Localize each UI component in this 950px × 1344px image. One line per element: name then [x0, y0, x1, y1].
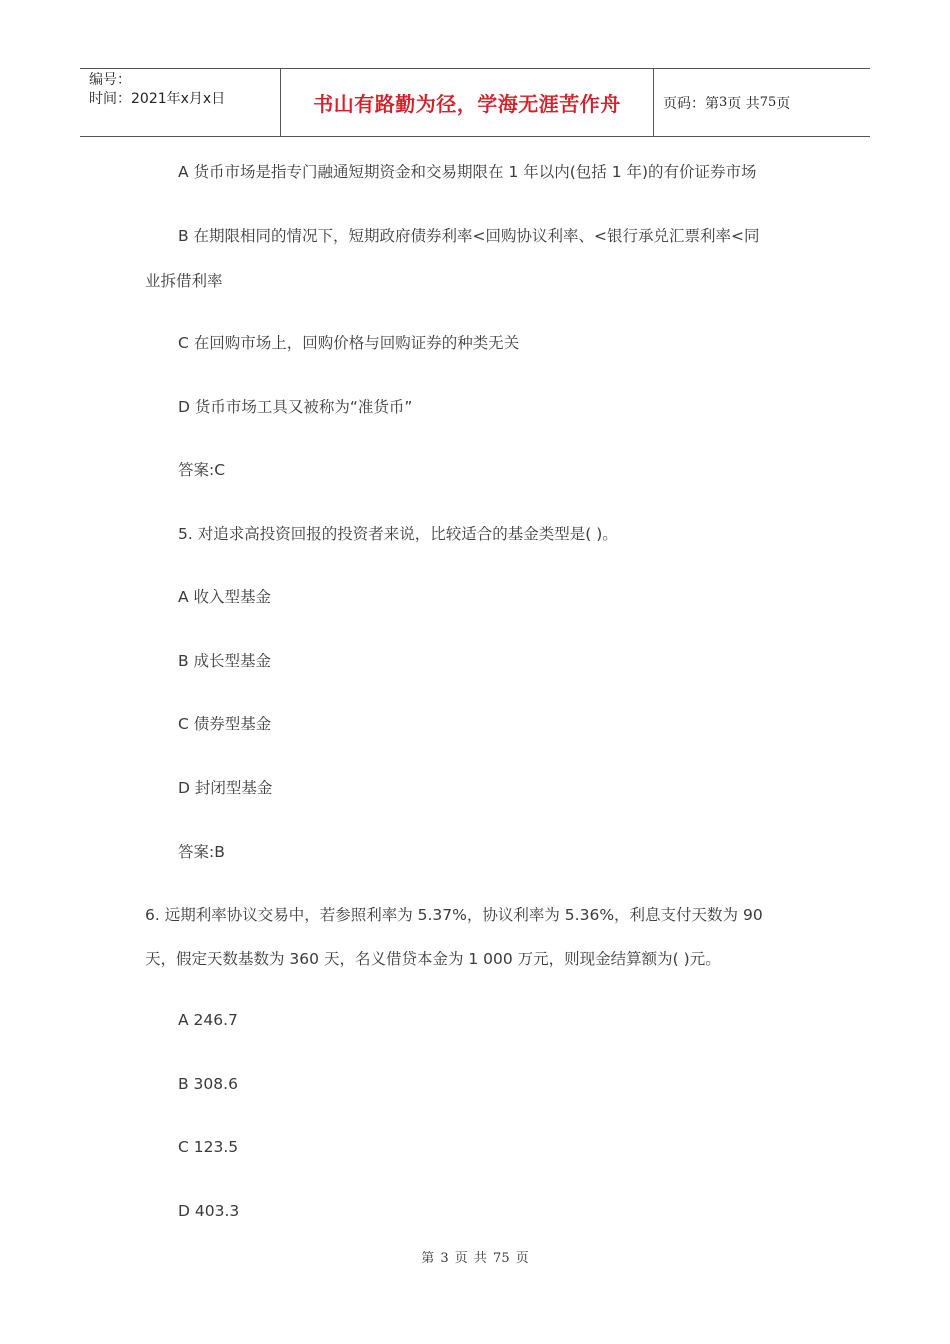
page-footer: 第 3 页 共 75 页 — [421, 1251, 529, 1266]
page-middle: 页 共 — [727, 95, 760, 112]
q5-option-c: C 债券型基金 — [178, 715, 272, 733]
q5-answer: 答案:B — [178, 843, 225, 861]
q4-option-a: A 货币市场是指专门融通短期资金和交易期限在 1 年以内(包括 1 年)的有价证券市场 — [178, 163, 757, 181]
q5-option-b: B 成长型基金 — [178, 652, 272, 670]
q6-option-a: A 246.7 — [178, 1011, 238, 1029]
q4-option-d: D 货币市场工具又被称为“准货币” — [178, 398, 413, 416]
document-number-label: 编号： — [89, 72, 131, 88]
header-meta — [80, 69, 281, 136]
document-date: 时间：2021年x月x日 — [89, 91, 226, 107]
page-current: 3 — [719, 95, 728, 110]
q6-question-line1: 6. 远期利率协议交易中，若参照利率为 5.37%，协议利率为 5.36%，利息支付天数为 90 — [145, 906, 763, 924]
header-motto: 书山有路勤为径，学海无涯苦作舟 — [281, 69, 654, 136]
q6-option-c: C 123.5 — [178, 1138, 239, 1156]
q6-option-b: B 308.6 — [178, 1075, 238, 1093]
q6-question-line2: 天，假定天数基数为 360 天，名义借贷本金为 1 000 万元，则现金结算额为( )元。 — [145, 950, 721, 968]
q4-option-b-line2: 业拆借利率 — [145, 272, 223, 290]
q4-answer: 答案:C — [178, 461, 226, 479]
q4-option-b-line1: B 在期限相同的情况下，短期政府债券利率<回购协议利率、<银行承兑汇票利率<同 — [178, 227, 760, 245]
q5-option-d: D 封闭型基金 — [178, 779, 273, 797]
q6-option-d: D 403.3 — [178, 1202, 240, 1220]
q5-option-a: A 收入型基金 — [178, 588, 272, 606]
page-prefix: 页码：第 — [663, 95, 719, 112]
page-total: 75 — [759, 95, 777, 110]
q5-question: 5. 对追求高投资回报的投资者来说，比较适合的基金类型是( )。 — [178, 525, 618, 543]
page-suffix: 页 — [776, 95, 791, 112]
header-page-info — [654, 69, 870, 136]
q4-option-c: C 在回购市场上，回购价格与回购证券的种类无关 — [178, 334, 520, 352]
document-header — [80, 68, 870, 137]
